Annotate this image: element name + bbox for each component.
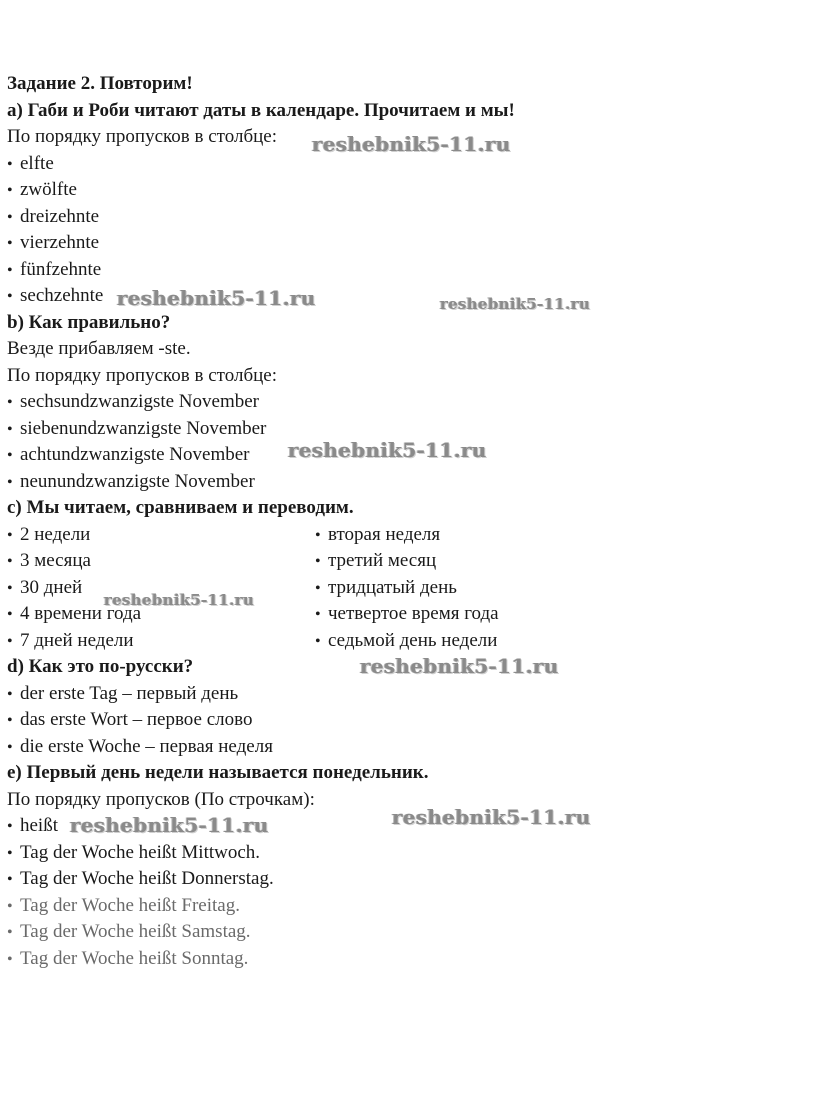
watermark: reshebnik5-11.ru [360,654,559,678]
section-a-item: • elfte [7,151,807,178]
watermark: reshebnik5-11.ru [104,591,255,609]
section-e-intro: По порядку пропусков (По строчкам): [7,788,315,810]
watermark: reshebnik5-11.ru [440,295,591,313]
section-a-intro: По порядку пропусков в столбце: [7,126,277,147]
section-c-left: • 4 времени года [7,603,141,624]
section-a-item: • zwölfte [7,177,807,204]
watermark: reshebnik5-11.ru [288,438,487,462]
section-c-row [7,548,807,575]
section-c-right: • седьмой день недели [315,628,497,656]
section-d-item: • die erste Woche – первая неделя [7,734,807,761]
section-a-item: • sechzehnte [7,283,807,310]
watermark: reshebnik5-11.ru [117,286,316,310]
section-a-heading: а) Габи и Роби читают даты в календаре. Прочитаем и мы! [7,99,515,121]
section-d-heading: d) Как это по-русски? [7,656,194,677]
section-c-row [7,522,807,549]
section-c-right: • вторая неделя [315,522,440,550]
section-e-item: • Tag der Woche heißt Donnerstag. [7,866,807,893]
section-b-item: • sechsundzwanzigste November [7,389,807,416]
section-b-item: • siebenundzwanzigste November [7,416,807,443]
section-c-right: • четвертое время года [315,601,499,629]
section-e-item: • Tag der Woche heißt Samstag. [7,919,807,946]
section-c-left: • 30 дней [7,577,82,598]
task-title: Задание 2. Повторим! [7,73,193,94]
section-a-item: • dreizehnte [7,204,807,231]
section-b-line: Везде прибавляем -ste. [7,338,191,359]
section-c-left: • 2 недели [7,524,90,545]
section-a-item: • fünfzehnte [7,257,807,284]
section-c-heading: c) Мы читаем, сравниваем и переводим. [7,497,354,518]
section-e-heading: e) Первый день недели называется понедельник. [7,762,429,783]
section-d-item: • das erste Wort – первое слово [7,707,807,734]
section-c-right: • третий месяц [315,548,436,576]
section-e-item: • Tag der Woche heißt Mittwoch. [7,840,807,867]
section-e-item: • Tag der Woche heißt Sonntag. [7,946,807,973]
section-c-right: • тридцатый день [315,575,457,603]
section-e-item: • Tag der Woche heißt Freitag. [7,893,807,920]
section-d-item: • der erste Tag – первый день [7,681,807,708]
watermark: reshebnik5-11.ru [392,805,591,829]
section-c-left: • 3 месяца [7,550,91,571]
section-b-item: • neunundzwanzigste November [7,469,807,496]
watermark: reshebnik5-11.ru [70,813,269,837]
watermark: reshebnik5-11.ru [312,132,511,156]
section-c-row [7,628,807,655]
section-e-item: • heißt [7,813,807,840]
section-b-item: • achtundzwanzigste November [7,442,807,469]
section-a-item: • vierzehnte [7,230,807,257]
section-b-line: По порядку пропусков в столбце: [7,364,277,386]
section-b-heading: b) Как правильно? [7,311,171,333]
section-c-left: • 7 дней недели [7,630,134,651]
